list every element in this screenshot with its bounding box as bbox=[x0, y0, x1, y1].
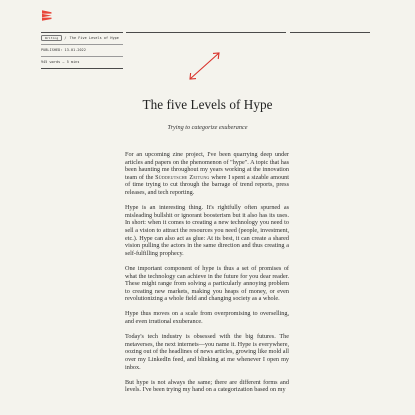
page-subtitle: Trying to categorize exuberance bbox=[167, 124, 248, 131]
breadcrumb-current: The Five Levels of Hype bbox=[69, 36, 119, 40]
breadcrumb-separator: / bbox=[64, 36, 67, 40]
paragraph: But hype is not always the same; there are different forms and levels. I've been trying my hand on a categorization based on my bbox=[125, 378, 289, 394]
paragraph bbox=[125, 151, 289, 197]
paragraph: Today's tech industry is obsessed with the big futures. The metaverses, the next internets—you name it. Hype is everywhere, oozing out of the headlines of news articles, growing like mold all over my LinkedIn feed, and blinking at me whenever I open my inbox. bbox=[125, 333, 289, 371]
organization-name: Süddeutsche Zeitung bbox=[155, 173, 210, 181]
paragraph: Hype thus moves on a scale from overpromising to overselling, and even irrational exuberance. bbox=[125, 310, 289, 326]
breadcrumb bbox=[41, 33, 123, 45]
reading-stats: 945 words — 5 mins bbox=[41, 57, 123, 69]
diagonal-arrow-icon bbox=[188, 50, 222, 80]
paragraph: One important component of hype is thus a set of promises of what the technology can achieve in the future for you dear reader. These might range from solving a particularly annoying problem to creating new markets, making you heaps of money, or even revolutionizing a whole field and changing society as a whole. bbox=[125, 264, 289, 303]
header-rule-right bbox=[290, 32, 370, 33]
header-rule-middle bbox=[126, 32, 286, 33]
paragraph-text: For an upcoming zine project, I've been quarrying deep under articles and papers on the phenomenon of "hype". A topic that has been haunting me throughout my years working at the innovation team of the bbox=[125, 151, 289, 181]
page-title: The five Levels of Hype bbox=[142, 97, 273, 112]
article-meta bbox=[41, 32, 123, 69]
paragraph: Hype is an interesting thing. It's rightfully often spurned as misleading bullshit or ignorant boosterism but it also has its uses. In short: when it comes to creating a new technology you need to sell a vision to attract the resources you need (people, investment, etc.). Hype can also act as glue: At its best, it can create a shared vision pulling the actors in the same direction and thus creating a self-fulfilling prophecy. bbox=[125, 204, 289, 257]
stacked-chevrons-logo[interactable] bbox=[41, 9, 53, 21]
breadcrumb-writing-button[interactable]: Writing bbox=[41, 35, 62, 42]
article-body bbox=[125, 151, 289, 402]
published-date: PUBLISHED: 13.01.2022 bbox=[41, 45, 123, 57]
paragraph-text: where I spent a sizable amount of time trying to cut through the barrage of trend reports, press releases, and tech reporting. bbox=[125, 173, 289, 196]
